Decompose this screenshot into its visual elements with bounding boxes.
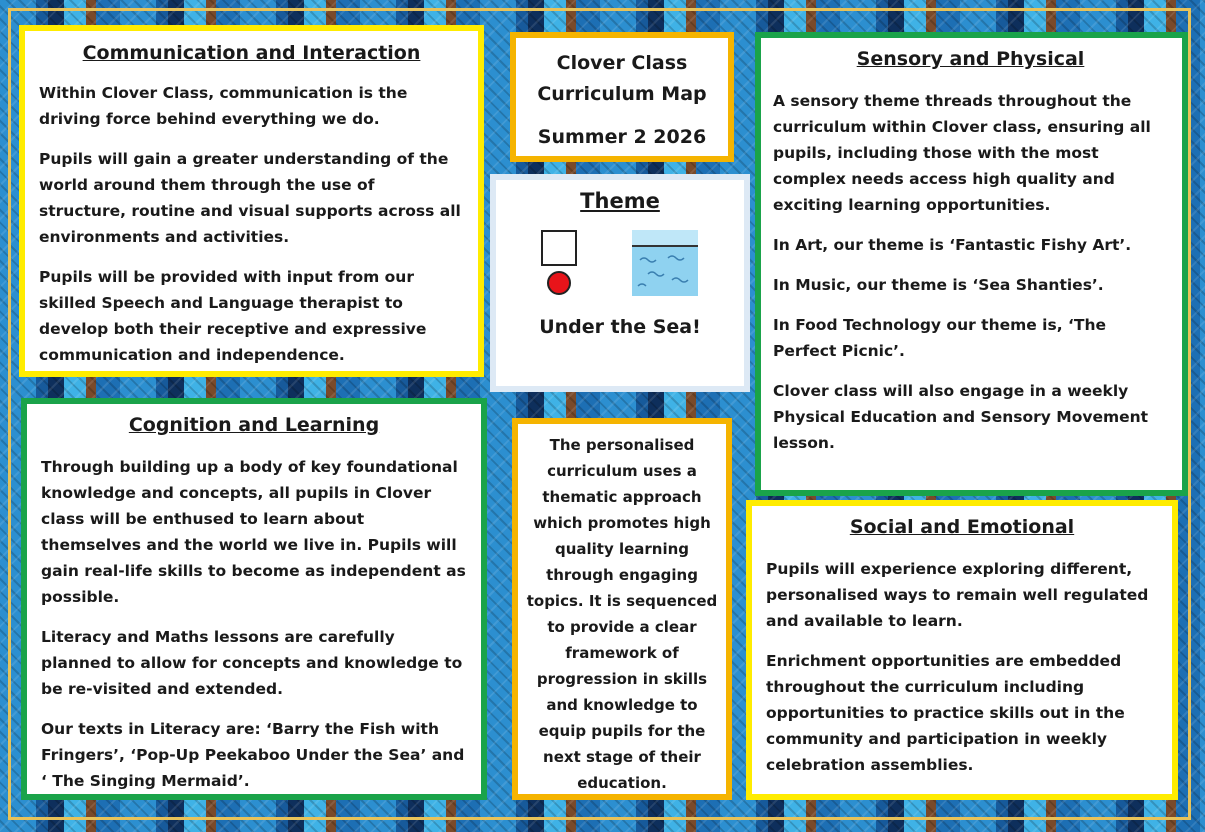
title-line-term: Summer 2 2026 <box>537 126 707 148</box>
cognition-heading: Cognition and Learning <box>128 414 380 436</box>
sensory-paragraph: Clover class will also engage in a weekly Physical Education and Sensory Movement lesson. <box>773 382 1149 452</box>
theme-text: Under the Sea! <box>539 316 701 338</box>
cognition-paragraph: Our texts in Literacy are: ‘Barry the Fish with Fringers’, ‘Pop-Up Peekaboo Under the Sea’ and ‘ The Singing Mermaid’. <box>41 720 465 790</box>
sensory-paragraph: In Music, our theme is ‘Sea Shanties’. <box>773 276 1104 294</box>
social-paragraph: Enrichment opportunities are embedded throughout the curriculum including opportunities to practice skills out in the community and participation in weekly celebration assemblies. <box>766 652 1125 774</box>
sensory-paragraph: A sensory theme threads throughout the curriculum within Clover class, ensuring all pupils, including those with the most complex needs access high quality and exciting learning opportunities. <box>773 92 1151 214</box>
sensory-paragraph: In Food Technology our theme is, ‘The Perfect Picnic’. <box>773 316 1107 360</box>
cognition-paragraph: Literacy and Maths lessons are carefully planned to allow for concepts and knowledge to be re-visited and extended. <box>41 628 463 698</box>
theme-panel <box>490 174 750 392</box>
cognition-panel <box>21 398 487 800</box>
cognition-paragraph: Through building up a body of key foundational knowledge and concepts, all pupils in Clover class will be enthused to learn about themselves and the world we live in. Pupils will gain real-life skills to become as independent as possible. <box>41 458 466 606</box>
sea-water-icon <box>632 230 698 296</box>
box-and-red-dot-icon <box>540 230 580 300</box>
social-heading: Social and Emotional <box>849 516 1075 538</box>
communication-paragraph: Within Clover Class, communication is the driving force behind everything we do. <box>39 84 408 128</box>
communication-panel <box>19 25 484 377</box>
sensory-paragraph: In Art, our theme is ‘Fantastic Fishy Art’. <box>773 236 1132 254</box>
personalised-text: The personalised curriculum uses a thematic approach which promotes high quality learning through engaging topics. It is sequenced to provide a clear framework of progression in skills and knowledge to equip pupils for the next stage of their education. <box>526 436 718 792</box>
communication-paragraph: Pupils will gain a greater understanding of the world around them through the use of structure, routine and visual supports across all environments and activities. <box>39 150 461 246</box>
personalised-curriculum-panel <box>512 418 732 800</box>
communication-heading: Communication and Interaction <box>82 42 421 64</box>
title-panel <box>510 32 734 162</box>
communication-paragraph: Pupils will be provided with input from our skilled Speech and Language therapist to develop both their receptive and expressive communication and independence. <box>39 268 427 364</box>
theme-symbols <box>540 230 700 302</box>
title-line-map: Curriculum Map <box>537 83 707 105</box>
theme-heading: Theme <box>580 189 660 213</box>
sensory-heading: Sensory and Physical <box>856 48 1085 70</box>
title-line-class: Clover Class <box>556 52 688 74</box>
social-panel <box>746 500 1178 800</box>
sensory-panel <box>755 32 1188 496</box>
social-paragraph: Pupils will experience exploring different, personalised ways to remain well regulated and available to learn. <box>766 560 1149 630</box>
